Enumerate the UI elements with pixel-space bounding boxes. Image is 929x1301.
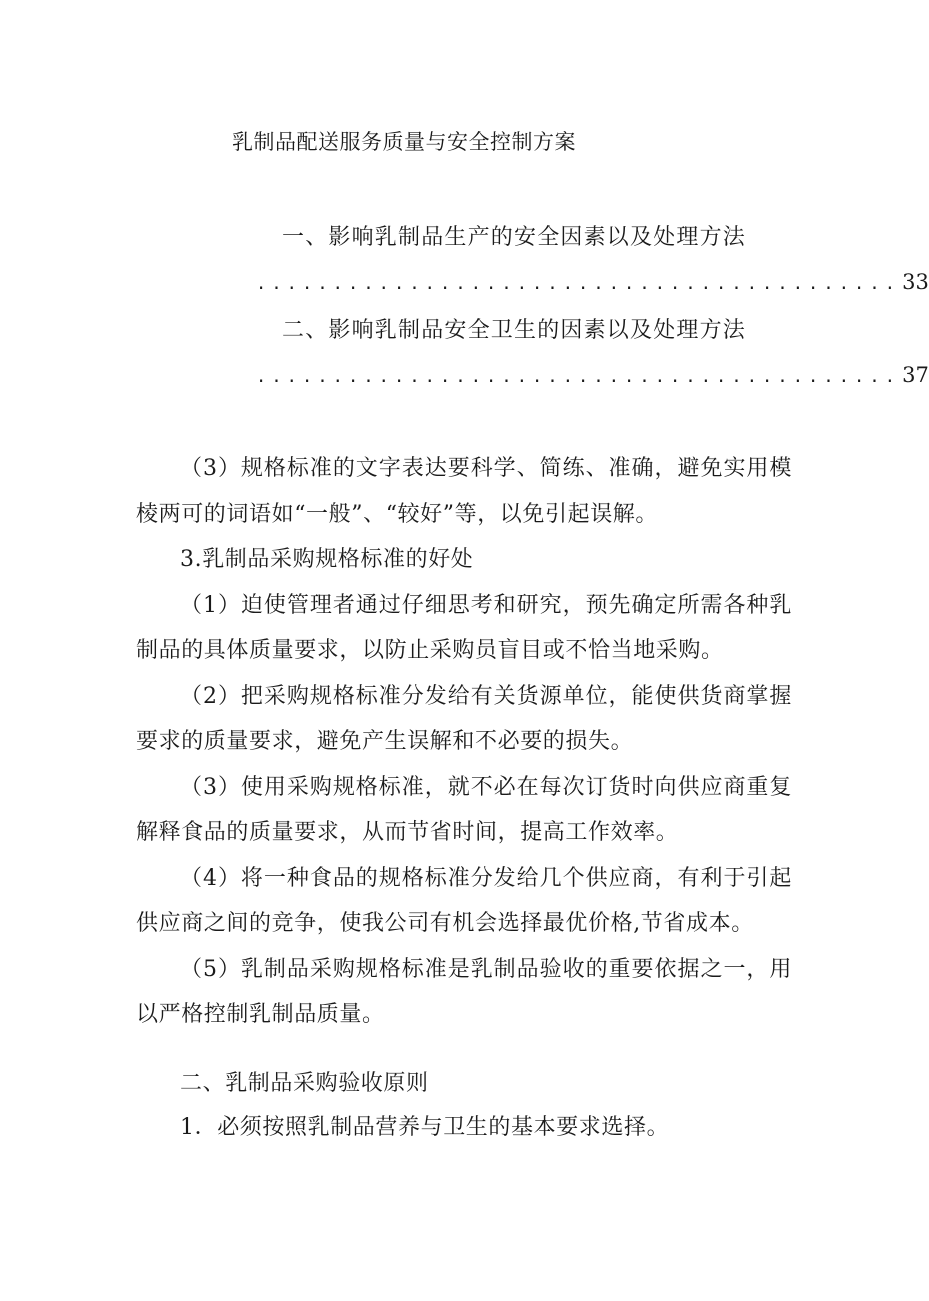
toc-entry-text: 一、影响乳制品生产的安全因素以及处理方法 — [282, 225, 747, 250]
paragraph-benefit-5: （5）乳制品采购规格标准是乳制品验收的重要依据之一，用以严格控制乳制品质量。 — [136, 956, 792, 1027]
paragraph-benefit-3: （3）使用采购规格标准，就不必在每次订货时向供应商重复解释食品的质量要求，从而节省时间，提高工作效率。 — [136, 774, 792, 845]
paragraph-benefit-4: （4）将一种食品的规格标准分发给几个供应商，有利于引起供应商之间的竞争，使我公司有机会选择最优价格,节省成本。 — [136, 865, 792, 936]
toc-dot-leader: .......................................... — [256, 367, 901, 387]
toc-dot-leader: .......................................... — [256, 274, 901, 294]
subheading-benefits: 3.乳制品采购规格标准的好处 — [180, 547, 474, 572]
toc-leader — [256, 363, 929, 387]
paragraph-benefit-2: （2）把采购规格标准分发给有关货源单位，能使供货商掌握要求的质量要求，避免产生误解和不必要的损失。 — [136, 683, 792, 754]
toc-entry-1[interactable] — [256, 220, 929, 300]
toc-entry-text: 二、影响乳制品安全卫生的因素以及处理方法 — [282, 318, 747, 343]
toc-entry-2[interactable] — [256, 313, 929, 393]
toc-leader — [256, 270, 929, 294]
toc-page-number: 37 — [902, 363, 929, 387]
document-body — [136, 446, 792, 1038]
section-item: 1．必须按照乳制品营养与卫生的基本要求选择。 — [180, 1115, 670, 1140]
document-title: 乳制品配送服务质量与安全控制方案 — [232, 130, 576, 154]
paragraph-spec-wording: （3）规格标准的文字表达要科学、简练、准确，避免实用模棱两可的词语如“一般”、“较好”等，以免引起误解。 — [136, 456, 792, 527]
section-heading: 二、乳制品采购验收原则 — [180, 1071, 429, 1096]
paragraph-benefit-1: （1）迫使管理者通过仔细思考和研究，预先确定所需各种乳制品的具体质量要求，以防止采购员盲目或不恰当地采购。 — [136, 592, 792, 663]
toc-page-number: 33 — [902, 270, 929, 294]
